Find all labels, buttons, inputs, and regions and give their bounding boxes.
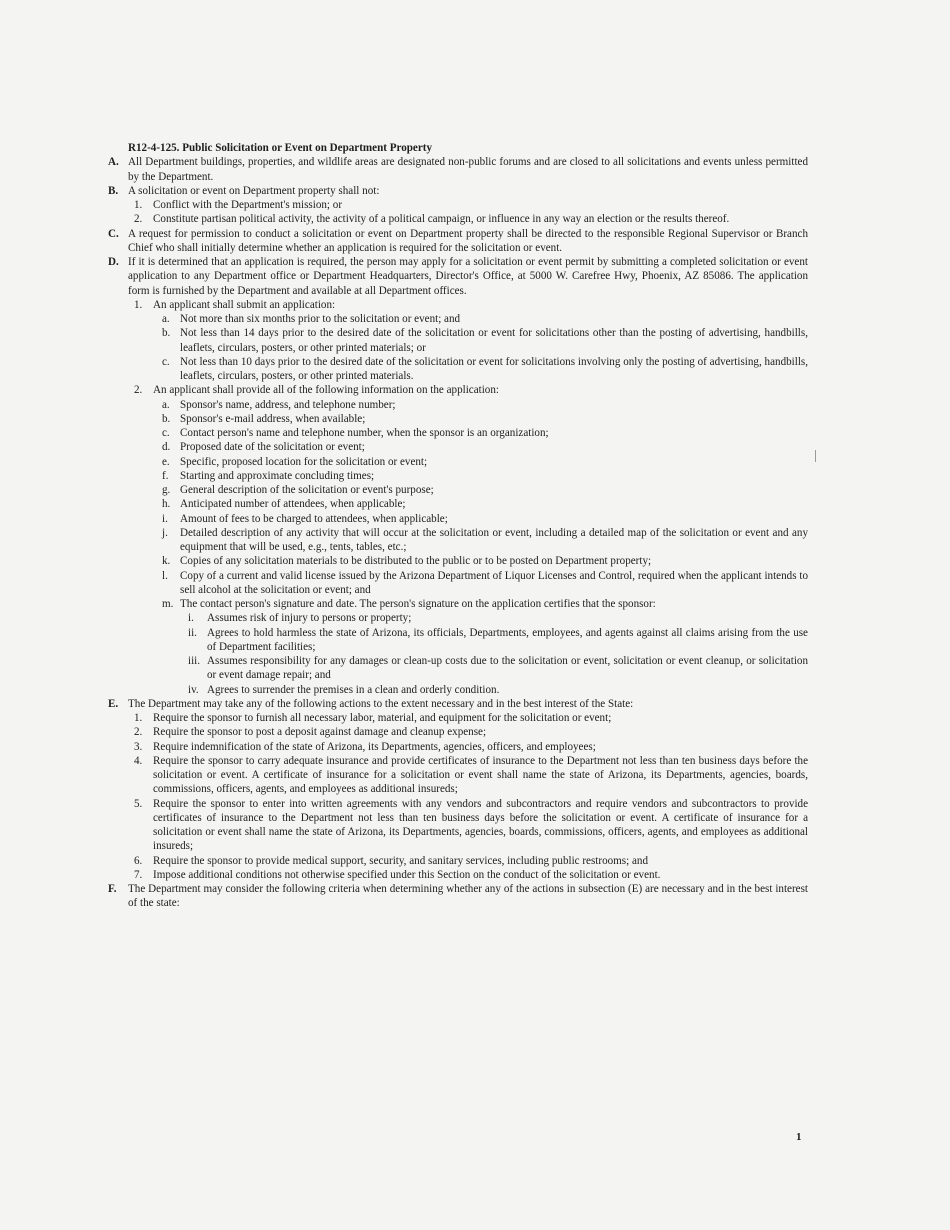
provision-item xyxy=(134,711,808,725)
provision-text: Require the sponsor to post a deposit against damage and cleanup expense; xyxy=(153,726,487,739)
provision-marker: b. xyxy=(162,327,171,340)
provision-text: Require indemnification of the state of Arizona, its Departments, agencies, officers, and employees; xyxy=(153,740,596,753)
provision-text: Agrees to hold harmless the state of Arizona, its officials, Departments, employees, and agents against all claims arising from the use of Department facilities; xyxy=(207,626,808,653)
provision-text: A solicitation or event on Department property shall not: xyxy=(128,184,380,197)
provision-item xyxy=(162,554,808,568)
provision-text: Proposed date of the solicitation or event; xyxy=(180,441,365,454)
provision-text: Copy of a current and valid license issued by the Arizona Department of Liquor Licenses and Control, required when the applicant intends to sell alcohol at the solicitation or event; and xyxy=(180,569,808,596)
provision-marker: D. xyxy=(108,256,119,268)
provision-item xyxy=(188,683,808,697)
provision-text: Not less than 10 days prior to the desired date of the solicitation or event for solicitations involving only the posting of advertising, handbills, leaflets, circulars, posters, or other printed materials. xyxy=(180,355,808,382)
provision-marker: e. xyxy=(162,455,170,468)
provision-marker: i. xyxy=(162,512,168,525)
provision-marker: c. xyxy=(162,355,170,368)
provision-text: Starting and approximate concluding times; xyxy=(180,469,375,482)
provision-item xyxy=(108,882,808,911)
provision-item xyxy=(162,455,808,469)
provision-text: Require the sponsor to carry adequate insurance and provide certificates of insurance to the Department not less than ten business days before the solicitation or event. A certificate of insurance for a solicitation or event shall name the state of Arizona, its Departments, agencies, boards, commissions, officers, agents, and employees as additional insureds; xyxy=(153,754,808,796)
provision-item xyxy=(162,355,808,384)
provision-item xyxy=(162,512,808,526)
provision-text: The Department may consider the following criteria when determining whether any of the actions in subsection (E) are necessary and in the best interest of the state: xyxy=(128,883,808,910)
provision-marker: a. xyxy=(162,313,170,325)
provision-item xyxy=(134,754,808,797)
provision-text: An applicant shall provide all of the following information on the application: xyxy=(153,384,499,397)
provision-marker: 7. xyxy=(134,868,143,881)
rule-text xyxy=(108,141,808,911)
provision-text: An applicant shall submit an application: xyxy=(153,298,336,311)
provision-text: General description of the solicitation or event's purpose; xyxy=(180,484,434,496)
provision-item xyxy=(108,227,808,256)
provision-text: If it is determined that an application is required, the person may apply for a solicitation or event permit by submitting a completed solicitation or event application to any Department office or Department Headquarters, Director's Office, at 5000 W. Carefree Hwy, Phoenix, AZ 85086. The application form is furnished by the Department and available at all Department offices. xyxy=(128,256,808,297)
provision-marker: A. xyxy=(108,156,119,169)
margin-mark xyxy=(815,450,816,462)
provision-marker: 6. xyxy=(134,854,143,867)
provision-item xyxy=(134,198,808,212)
provision-item xyxy=(162,526,808,555)
provision-text: All Department buildings, properties, and wildlife areas are designated non-public forums and are closed to all solicitations and events unless permitted by the Department. xyxy=(128,156,808,183)
provision-marker: l. xyxy=(162,569,168,582)
provision-item xyxy=(162,497,808,511)
provision-text: Sponsor's e-mail address, when available; xyxy=(180,412,366,425)
provision-item xyxy=(108,184,808,198)
provision-marker: iv. xyxy=(188,683,199,696)
provision-marker: m. xyxy=(162,598,174,610)
provision-marker: F. xyxy=(108,883,117,895)
provision-text: Require the sponsor to enter into written agreements with any vendors and subcontractors and require vendors and subcontractors to provide certificates of insurance to the Department not less than ten business days before the solicitation or event. A certificate of insurance for a solicitation or event shall name the state of Arizona, its Departments, agencies, boards, commissions, officers, agents, and employees as additional insureds; xyxy=(153,797,808,853)
provision-text: Contact person's name and telephone number, when the sponsor is an organization; xyxy=(180,427,549,439)
provision-item xyxy=(134,725,808,739)
provision-text: Not less than 14 days prior to the desired date of the solicitation or event for solicitations other than the posting of advertising, handbills, leaflets, circulars, posters, or other printed materials; or xyxy=(180,327,808,354)
provision-item xyxy=(108,255,808,298)
provision-item xyxy=(134,212,808,226)
provision-marker: b. xyxy=(162,412,171,425)
provision-marker: g. xyxy=(162,484,171,496)
provision-marker: 3. xyxy=(134,740,143,753)
provision-text: Detailed description of any activity that will occur at the solicitation or event, including a detailed map of the solicitation or event and any equipment that will be used, e.g., tents, tables, etc.; xyxy=(180,526,808,553)
provision-marker: k. xyxy=(162,555,171,568)
provision-marker: C. xyxy=(108,227,119,240)
provision-text: Not more than six months prior to the solicitation or event; and xyxy=(180,313,461,325)
provision-text: A request for permission to conduct a solicitation or event on Department property shall be directed to the responsible Regional Supervisor or Branch Chief who shall initially determine whether an application is required for the solicitation or event. xyxy=(128,227,808,254)
provision-item xyxy=(188,626,808,655)
provision-item xyxy=(134,298,808,312)
provision-text: Agrees to surrender the premises in a clean and orderly condition. xyxy=(207,683,500,696)
provision-item xyxy=(134,740,808,754)
provision-marker: B. xyxy=(108,184,119,197)
provision-item xyxy=(162,440,808,454)
provision-marker: f. xyxy=(162,469,169,482)
provision-item xyxy=(134,383,808,397)
provision-marker: 5. xyxy=(134,797,143,810)
provision-marker: a. xyxy=(162,398,170,411)
provision-marker: E. xyxy=(108,697,119,710)
provision-marker: 4. xyxy=(134,754,143,767)
provision-item xyxy=(134,868,808,882)
provision-marker: iii. xyxy=(188,655,201,667)
provision-marker: h. xyxy=(162,498,171,511)
provision-item xyxy=(162,412,808,426)
provision-marker: 1. xyxy=(134,199,143,211)
provision-item xyxy=(188,611,808,625)
provision-marker: j. xyxy=(162,526,168,539)
page-number: 1 xyxy=(796,1131,802,1143)
provision-text: Assumes risk of injury to persons or property; xyxy=(207,612,412,625)
provision-item xyxy=(162,597,808,611)
provision-text: The Department may take any of the following actions to the extent necessary and in the best interest of the State: xyxy=(128,697,634,710)
provision-text: Require the sponsor to provide medical support, security, and sanitary services, including public restrooms; and xyxy=(153,854,648,867)
provision-item xyxy=(162,469,808,483)
provision-list xyxy=(108,155,808,910)
provision-text: Assumes responsibility for any damages or clean-up costs due to the solicitation or event, solicitation or event cleanup, or solicitation or event damage repair; and xyxy=(207,655,808,682)
provision-item xyxy=(162,569,808,598)
provision-text: Constitute partisan political activity, the activity of a political campaign, or influence in any way an election or the results thereof. xyxy=(153,213,730,226)
provision-item xyxy=(134,854,808,868)
provision-text: Specific, proposed location for the solicitation or event; xyxy=(180,455,428,468)
provision-marker: 2. xyxy=(134,726,143,739)
provision-marker: i. xyxy=(188,612,194,625)
provision-text: Conflict with the Department's mission; or xyxy=(153,199,343,211)
provision-item xyxy=(162,483,808,497)
provision-item xyxy=(188,654,808,683)
provision-text: Amount of fees to be charged to attendees, when applicable; xyxy=(180,512,448,525)
provision-text: Require the sponsor to furnish all necessary labor, material, and equipment for the solicitation or event; xyxy=(153,712,612,724)
provision-marker: ii. xyxy=(188,626,197,639)
provision-text: Anticipated number of attendees, when applicable; xyxy=(180,498,406,511)
provision-marker: 2. xyxy=(134,213,143,226)
provision-item xyxy=(162,398,808,412)
provision-marker: 1. xyxy=(134,298,143,311)
provision-item xyxy=(162,426,808,440)
provision-marker: c. xyxy=(162,427,170,439)
provision-item xyxy=(108,697,808,711)
provision-marker: 1. xyxy=(134,712,143,724)
provision-item xyxy=(162,312,808,326)
provision-text: Sponsor's name, address, and telephone number; xyxy=(180,398,396,411)
provision-item xyxy=(162,326,808,355)
provision-text: Copies of any solicitation materials to be distributed to the public or to be posted on Department property; xyxy=(180,555,652,568)
provision-marker: d. xyxy=(162,441,171,454)
provision-text: Impose additional conditions not otherwise specified under this Section on the conduct of the solicitation or event. xyxy=(153,868,661,881)
provision-marker: 2. xyxy=(134,384,143,397)
section-title: R12-4-125. Public Solicitation or Event on Department Property xyxy=(128,142,433,154)
provision-item xyxy=(134,797,808,854)
provision-item xyxy=(108,155,808,184)
provision-text: The contact person's signature and date. The person's signature on the application certifies that the sponsor: xyxy=(180,598,656,610)
